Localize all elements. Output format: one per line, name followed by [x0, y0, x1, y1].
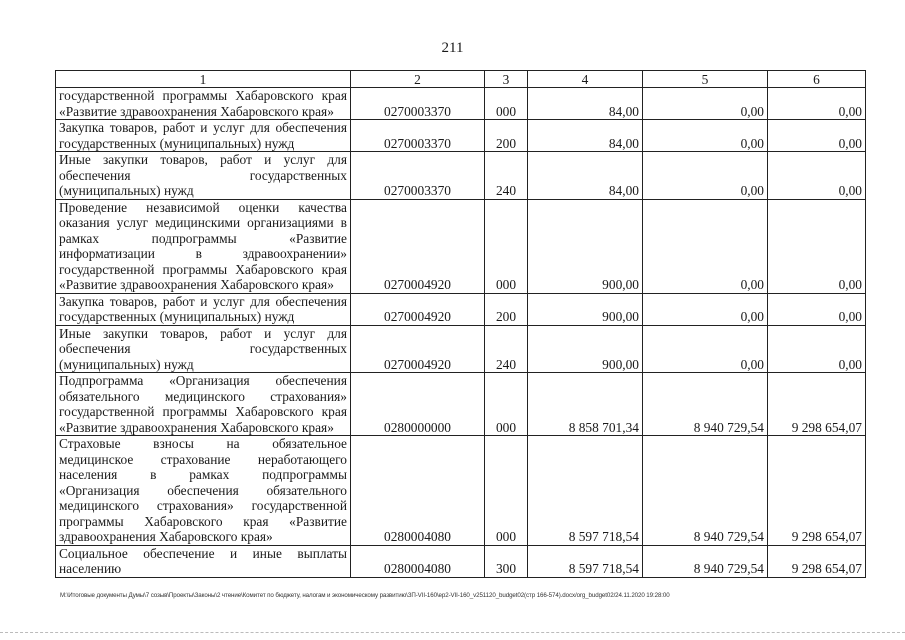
row-name-line: Иные закупки товаров, работ и услуг для: [59, 325, 347, 341]
row-expense-type: 240: [485, 325, 528, 373]
row-amount-3: 0,00: [768, 293, 866, 325]
row-name: [56, 152, 351, 200]
table-row: [56, 545, 866, 577]
row-name-line: Закупка товаров, работ и услуг для обеспечения: [59, 120, 347, 135]
row-name-line: населения в рамках подпрограммы: [59, 467, 347, 482]
table-row: [56, 325, 866, 373]
row-code: 0270004920: [351, 325, 485, 373]
header-row: [56, 71, 866, 88]
row-amount-1: 84,00: [528, 152, 643, 200]
row-amount-3: 9 298 654,07: [768, 545, 866, 577]
table-row: [56, 373, 866, 436]
page-number: 211: [441, 40, 464, 56]
row-code: 0270003370: [351, 120, 485, 152]
row-expense-type: 000: [485, 88, 528, 120]
row-amount-1: 84,00: [528, 120, 643, 152]
page-edge-divider: [0, 632, 905, 634]
row-name: [56, 545, 351, 577]
row-code: 0270003370: [351, 88, 485, 120]
table-body: [56, 88, 866, 578]
table-row: [56, 88, 866, 120]
row-amount-3: 0,00: [768, 325, 866, 373]
row-amount-3: 9 298 654,07: [768, 373, 866, 436]
row-amount-2: 8 940 729,54: [643, 373, 768, 436]
row-amount-1: 8 858 701,34: [528, 373, 643, 436]
row-name-line: оказания услуг медицинскими организациями в: [59, 215, 347, 230]
row-amount-1: 8 597 718,54: [528, 436, 643, 546]
row-amount-2: 0,00: [643, 325, 768, 373]
budget-table: [55, 70, 866, 578]
row-name-line: государственной программы Хабаровского края: [59, 404, 347, 419]
row-name-line: государственных (муниципальных) нужд: [59, 135, 295, 151]
table-row: [56, 293, 866, 325]
row-amount-2: 0,00: [643, 293, 768, 325]
row-amount-3: 9 298 654,07: [768, 436, 866, 546]
header-col-4: 4: [528, 71, 643, 88]
row-name-line: «Развитие здравоохранения Хабаровского края»: [59, 103, 334, 119]
row-code: 0280000000: [351, 373, 485, 436]
row-code: 0270004920: [351, 199, 485, 293]
row-name-line: государственных (муниципальных) нужд: [59, 309, 295, 324]
row-amount-1: 84,00: [528, 88, 643, 120]
row-expense-type: 300: [485, 545, 528, 577]
row-name-line: (муниципальных) нужд: [59, 183, 194, 198]
row-expense-type: 240: [485, 152, 528, 200]
row-name: [56, 199, 351, 293]
header-col-5: 5: [643, 71, 768, 88]
row-name: [56, 436, 351, 546]
row-name: [56, 293, 351, 325]
row-name-line: Закупка товаров, работ и услуг для обеспечения: [59, 293, 347, 309]
row-expense-type: 200: [485, 120, 528, 152]
row-amount-3: 0,00: [768, 88, 866, 120]
row-amount-2: 0,00: [643, 199, 768, 293]
row-amount-3: 0,00: [768, 152, 866, 200]
header-col-1: 1: [56, 71, 351, 88]
row-amount-2: 8 940 729,54: [643, 436, 768, 546]
row-name-line: Проведение независимой оценки качества: [59, 199, 347, 215]
row-amount-2: 0,00: [643, 120, 768, 152]
row-name-line: Страховые взносы на обязательное: [59, 436, 347, 451]
row-name: [56, 120, 351, 152]
row-name-line: населению: [59, 561, 122, 576]
row-name: [56, 88, 351, 120]
row-amount-1: 8 597 718,54: [528, 545, 643, 577]
row-name-line: государственной программы Хабаровского края: [59, 88, 347, 103]
row-name-line: обеспечения государственных: [59, 167, 347, 183]
row-expense-type: 000: [485, 199, 528, 293]
row-name: [56, 373, 351, 436]
row-expense-type: 000: [485, 373, 528, 436]
header-col-2: 2: [351, 71, 485, 88]
row-name-line: (муниципальных) нужд: [59, 356, 194, 372]
header-col-3: 3: [485, 71, 528, 88]
row-name-line: рамках подпрограммы «Развитие: [59, 230, 347, 246]
row-code: 0280004080: [351, 436, 485, 546]
row-name-line: программы Хабаровского края «Развитие: [59, 513, 347, 529]
header-col-6: 6: [768, 71, 866, 88]
row-name-line: «Развитие здравоохранения Хабаровского края»: [59, 277, 334, 292]
row-name-line: «Развитие здравоохранения Хабаровского края»: [59, 419, 334, 435]
row-name-line: информатизации в здравоохранении»: [59, 246, 347, 261]
row-amount-2: 0,00: [643, 88, 768, 120]
row-amount-1: 900,00: [528, 325, 643, 373]
row-name-line: здравоохранения Хабаровского края»: [59, 529, 273, 544]
row-expense-type: 200: [485, 293, 528, 325]
row-amount-1: 900,00: [528, 199, 643, 293]
row-amount-2: 0,00: [643, 152, 768, 200]
row-name-line: обязательного медицинского страхования»: [59, 388, 347, 404]
row-amount-1: 900,00: [528, 293, 643, 325]
table-row: [56, 199, 866, 293]
row-code: 0280004080: [351, 545, 485, 577]
row-code: 0270003370: [351, 152, 485, 200]
row-amount-3: 0,00: [768, 199, 866, 293]
row-name-line: «Организация обеспечения обязательного: [59, 482, 347, 498]
row-name-line: Подпрограмма «Организация обеспечения: [59, 373, 347, 388]
row-name-line: Иные закупки товаров, работ и услуг для: [59, 152, 347, 167]
row-expense-type: 000: [485, 436, 528, 546]
row-name-line: медицинского страхования» государственной: [59, 498, 347, 513]
row-name-line: государственной программы Хабаровского края: [59, 261, 347, 277]
row-name-line: Социальное обеспечение и иные выплаты: [59, 545, 347, 561]
row-name: [56, 325, 351, 373]
table-row: [56, 120, 866, 152]
row-code: 0270004920: [351, 293, 485, 325]
table-row: [56, 436, 866, 546]
table-row: [56, 152, 866, 200]
row-amount-2: 8 940 729,54: [643, 545, 768, 577]
row-name-line: медицинское страхование неработающего: [59, 451, 347, 467]
footer-file-path: M:\Итоговые документы Думы\7 созыв\Проекты\Законы\2 чтение\Комитет по бюджету, налогам и экономическому развитию\ЗП-VII-160\ep2-VII-160_v251120_budget02(стр 166-574).docx/org_budget02/24.11.2020 19:28:00: [60, 592, 670, 599]
row-amount-3: 0,00: [768, 120, 866, 152]
row-name-line: обеспечения государственных: [59, 341, 347, 356]
